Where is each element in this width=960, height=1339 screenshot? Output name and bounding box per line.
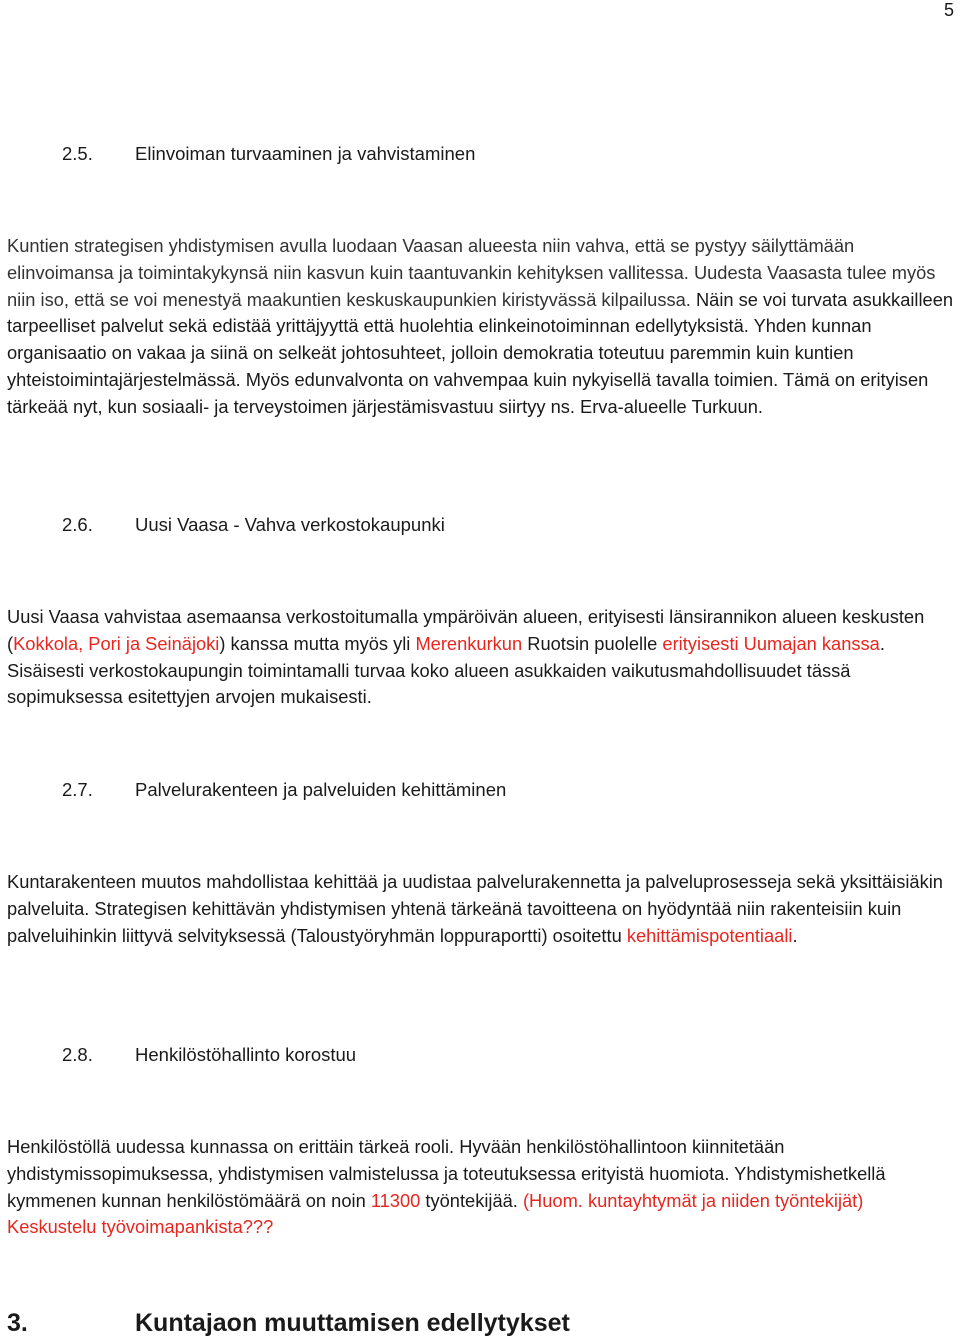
paragraph-text: Kuntien strategisen yhdistymisen avulla luodaan Vaasan alueesta niin vahva, että se pystyy säilyttämään elinvoimansa ja toimintakykynsä niin kasvun kuin taantuvankin kehityksen vallitessa. bbox=[7, 235, 855, 283]
highlighted-text: kehittämispotentiaali bbox=[626, 924, 793, 946]
paragraph-text: Henkilöstöllä uudessa kunnassa on erittäin tärkeä rooli. Hyvään henkilöstöhallintoon kiinnitetään yhdistymissopimuksessa, yhdistymisen valmistelussa ja toteutuksessa erityistä huomiota. Yhdistymishetkellä kymmenen kunnan henkilöstömäärä on noin bbox=[7, 1136, 886, 1211]
section-paragraph-2-5 bbox=[7, 233, 955, 421]
paragraph-text: Uusi Vaasa vahvistaa asemaansa verkostoitumalla ympäröivän alueen, erityisesti länsirannikon alueen keskusten ( bbox=[7, 606, 925, 654]
chapter-heading bbox=[7, 1307, 570, 1339]
chapter-title: Kuntajaon muuttamisen edellytykset bbox=[135, 1309, 570, 1337]
section-paragraph-2-6 bbox=[7, 604, 955, 711]
paragraph-text: Ruotsin puolelle bbox=[522, 632, 663, 654]
section-number: 2.8. bbox=[62, 1044, 93, 1065]
section-title: Palvelurakenteen ja palveluiden kehittäminen bbox=[135, 779, 507, 800]
highlighted-text: 11300 bbox=[370, 1189, 421, 1211]
section-heading-2-6 bbox=[62, 513, 445, 537]
section-paragraph-2-7 bbox=[7, 869, 955, 949]
paragraph-text: Uudesta Vaasasta tulee myös niin iso, että se voi menestyä maakuntien keskuskaupunkien kiristyvässä kilpailussa. bbox=[7, 261, 936, 310]
section-number: 2.6. bbox=[62, 514, 93, 535]
paragraph-text: Kuntarakenteen muutos mahdollistaa kehittää ja uudistaa palvelurakennetta ja palveluprosesseja sekä yksittäisiäkin palveluita. Strategisen kehittävän yhdistymisen yhtenä tärkeänä tavoitteena on hyödyntää niin rakenteisiin kuin palveluihinkin liittyvä selvityksessä (Taloustyöryhmän loppuraportti) osoitettu bbox=[7, 871, 943, 946]
highlighted-text: Kokkola, Pori ja Seinäjoki bbox=[13, 632, 220, 654]
section-title: Uusi Vaasa - Vahva verkostokaupunki bbox=[135, 514, 445, 535]
section-number: 2.5. bbox=[62, 143, 93, 164]
section-heading-2-5 bbox=[62, 142, 475, 166]
paragraph-text: . bbox=[792, 924, 798, 946]
highlighted-text: erityisesti Uumajan kanssa bbox=[662, 632, 880, 654]
highlighted-text: (Huom. kuntayhtymät ja niiden työntekijät) Keskustelu työvoimapankista??? bbox=[7, 1189, 864, 1238]
section-paragraph-2-8 bbox=[7, 1134, 955, 1241]
section-title: Elinvoiman turvaaminen ja vahvistaminen bbox=[135, 143, 476, 164]
section-title: Henkilöstöhallinto korostuu bbox=[135, 1044, 357, 1065]
section-heading-2-7 bbox=[62, 778, 506, 802]
highlighted-text: Merenkurkun bbox=[415, 632, 523, 654]
section-number: 2.7. bbox=[62, 779, 93, 800]
paragraph-text: ) kanssa mutta myös yli bbox=[219, 632, 416, 654]
paragraph-text: . Sisäisesti verkostokaupungin toimintamalli turvaa koko alueen asukkaiden vaikutusmahdollisuudet tässä sopimuksessa esitettyjen arvojen mukaisesti. bbox=[7, 632, 885, 708]
paragraph-text: työntekijää. bbox=[420, 1189, 523, 1211]
section-heading-2-8 bbox=[62, 1043, 356, 1067]
paragraph-text: Näin se voi turvata asukkailleen tarpeelliset palvelut sekä edistää yrittäjyyttä että huolehtia elinkeinotoiminnan edellytyksistä. Yhden kunnan organisaatio on vakaa ja siinä on selkeät johtosuhteet, jolloin demokratia toteutuu paremmin kuin kuntien yhteistoimintajärjestelmässä. Myös edunvalvonta on vahvempaa kuin nykyisellä tavalla toimien. Tämä on erityisen tärkeää nyt, kun sosiaali- ja terveystoimen järjestämisvastuu siirtyy ns. Erva-alueelle Turkuun. bbox=[7, 288, 954, 417]
page-number: 5 bbox=[944, 0, 955, 20]
chapter-number: 3. bbox=[7, 1309, 28, 1337]
